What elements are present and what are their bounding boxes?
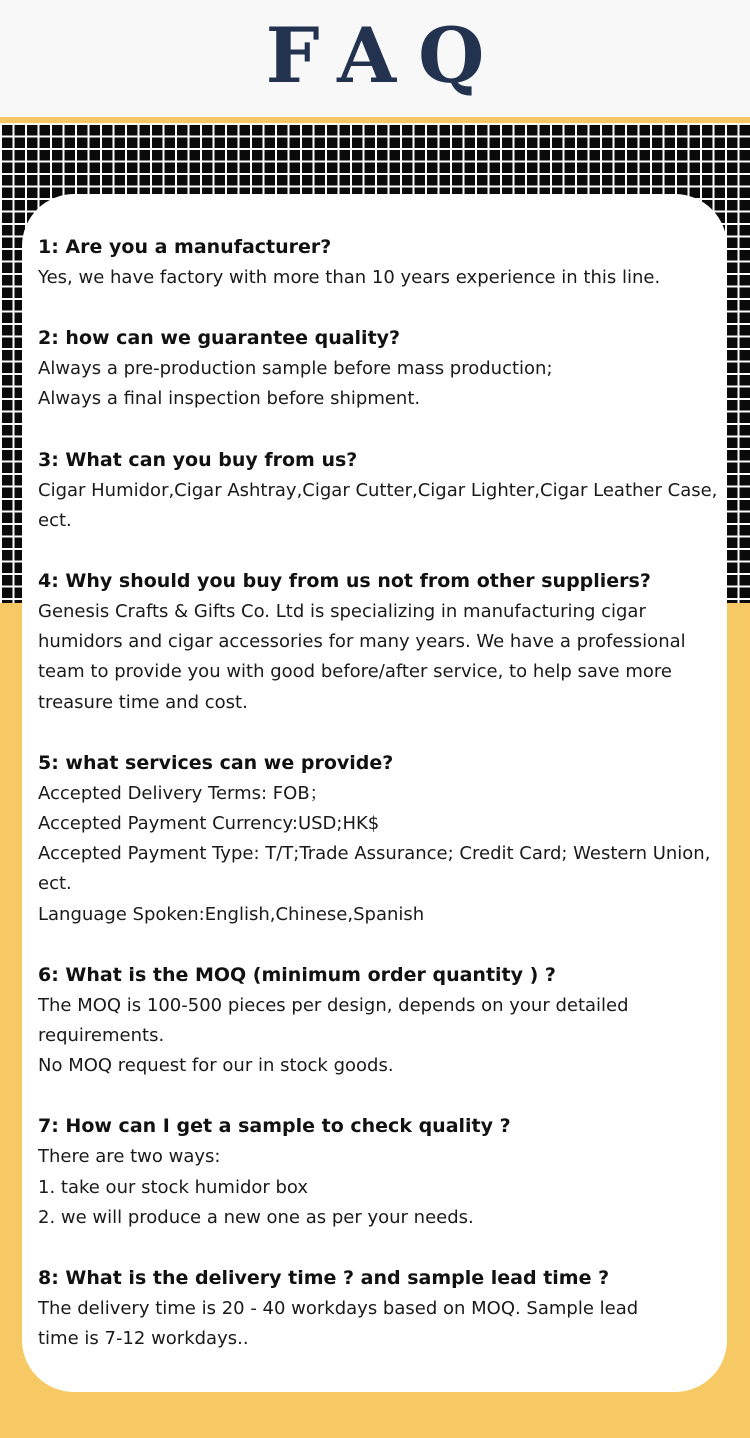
faq-answer-line: team to provide you with good before/after service, to help save more [38, 661, 672, 683]
faq-item [38, 323, 728, 414]
faq-question: 4: Why should you buy from us not from other suppliers? [38, 570, 651, 593]
faq-answer-line: ect. [38, 509, 72, 531]
faq-answer-line: The delivery time is 20 - 40 workdays based on MOQ. Sample lead [38, 1298, 639, 1320]
faq-list [38, 232, 728, 1384]
faq-item [38, 960, 728, 1082]
faq-answer-line: requirements. [38, 1025, 165, 1047]
faq-answer-line: Accepted Payment Currency:USD;HK$ [38, 813, 380, 835]
faq-answer-line: The MOQ is 100-500 pieces per design, depends on your detailed [38, 994, 629, 1016]
faq-item [38, 1263, 728, 1354]
faq-question: 6: What is the MOQ (minimum order quantity ) ? [38, 963, 556, 986]
faq-question: 2: how can we guarantee quality? [38, 327, 401, 350]
faq-answer-line: Genesis Crafts & Gifts Co. Ltd is specializing in manufacturing cigar [38, 601, 646, 623]
faq-answer-line: 2. we will produce a new one as per your needs. [38, 1206, 474, 1228]
faq-question: 5: what services can we provide? [38, 751, 394, 774]
faq-answer-line: Accepted Delivery Terms: FOB； [38, 782, 328, 804]
faq-answer-line: Yes, we have factory with more than 10 years experience in this line. [38, 267, 661, 288]
faq-answer-line: Cigar Humidor,Cigar Ashtray,Cigar Cutter,Cigar Lighter,Cigar Leather Case, [38, 479, 718, 501]
page-title: FAQ [265, 11, 507, 100]
faq-answer-line: humidors and cigar accessories for many years. We have a professional [38, 631, 686, 653]
faq-question: 8: What is the delivery time ? and sample lead time ? [38, 1267, 610, 1290]
faq-answer-line: Always a pre-production sample before mass production; [38, 358, 553, 380]
faq-question: 3: What can you buy from us? [38, 448, 358, 471]
faq-question: 1: Are you a manufacturer? [38, 236, 332, 258]
faq-answer-line: No MOQ request for our in stock goods. [38, 1055, 394, 1077]
faq-answer-line: treasure time and cost. [38, 691, 248, 713]
faq-question: 7: How can I get a sample to check quality ? [38, 1115, 511, 1138]
faq-answer-line: ect. [38, 873, 72, 895]
faq-answer-line: Always a final inspection before shipment. [38, 388, 421, 410]
header [0, 0, 750, 117]
faq-item [38, 1111, 728, 1233]
faq-answer-line: Accepted Payment Type: T/T;Trade Assurance; Credit Card; Western Union, [38, 843, 711, 865]
faq-item [38, 566, 728, 718]
faq-item [38, 748, 728, 930]
faq-item [38, 232, 728, 293]
faq-answer-line: 1. take our stock humidor box [38, 1176, 309, 1198]
faq-answer-line: There are two ways: [38, 1146, 221, 1168]
faq-answer-line: time is 7-12 workdays.. [38, 1328, 249, 1350]
faq-item [38, 445, 728, 536]
faq-answer-line: Language Spoken:English,Chinese,Spanish [38, 903, 425, 925]
